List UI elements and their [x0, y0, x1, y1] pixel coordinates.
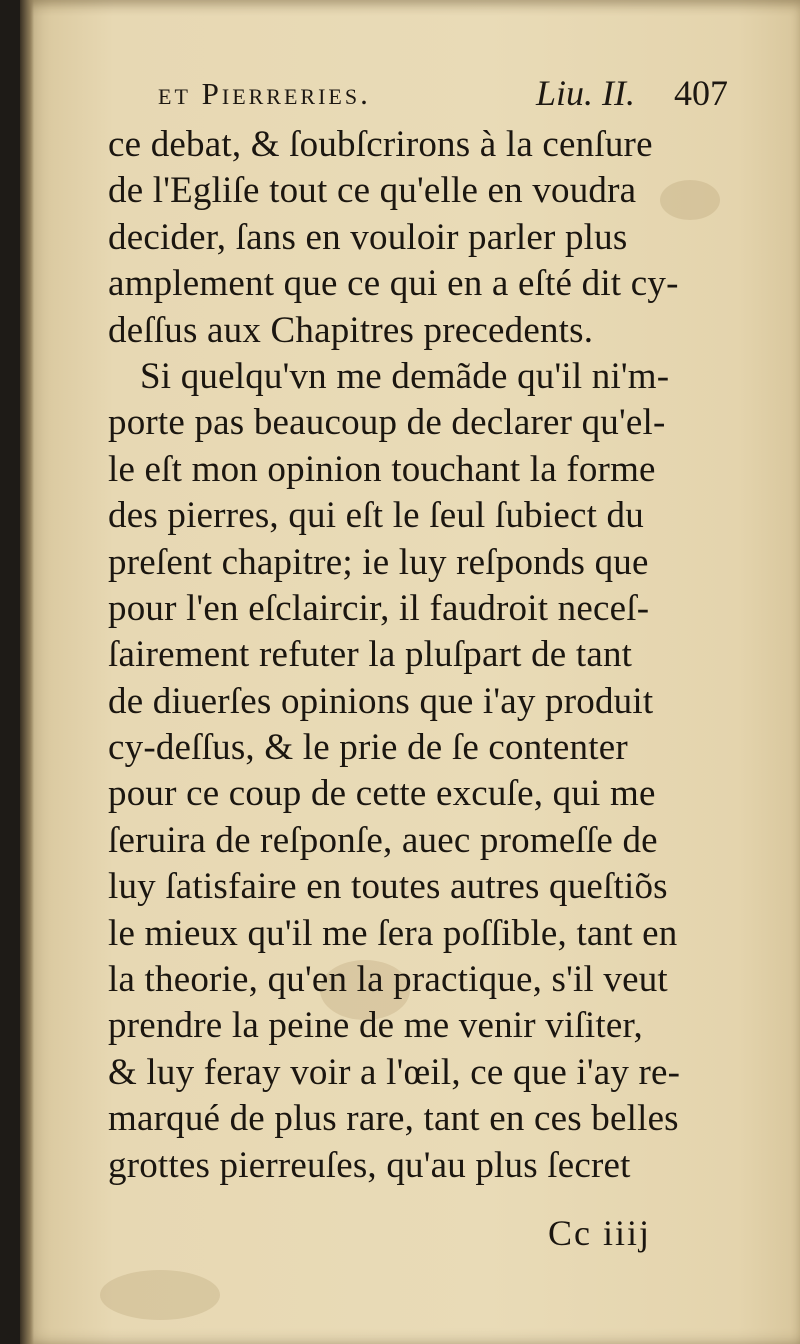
text-line: pour ce coup de cette excuſe, qui me [108, 773, 656, 815]
text-line: luy ſatisfaire en toutes autres queſtiõs [108, 866, 668, 908]
text-line: ſeruira de reſponſe, auec promeſſe de [108, 819, 658, 861]
page-gutter-shadow [20, 0, 34, 1344]
text-line: amplement que ce qui en a eſté dit cy- [108, 263, 679, 305]
text-line: de l'Egliſe tout ce qu'elle en voudra [108, 170, 637, 212]
text-line: le mieux qu'il me ſera poſſible, tant en [108, 912, 678, 954]
text-line: & luy feray voir a l'œil, ce que i'ay re- [108, 1051, 681, 1093]
paragraph-start-line: Si quelqu'vn me demãde qu'il ni'm- [140, 355, 670, 397]
running-header [158, 72, 758, 122]
text-line: la theorie, qu'en la practique, s'il veut [108, 959, 668, 1001]
text-line: preſent chapitre; ie luy reſponds que [108, 541, 649, 583]
text-line: deſſus aux Chapitres precedents. [108, 309, 594, 351]
text-line: de diuerſes opinions que i'ay produit [108, 680, 654, 722]
page-number: 407 [674, 73, 728, 113]
text-line: pour l'en eſclaircir, il faudroit neceſ- [108, 587, 650, 629]
text-line: grottes pierreuſes, qu'au plus ſecret [108, 1144, 631, 1186]
text-block [108, 122, 748, 1189]
text-line: marqué de plus rare, tant en ces belles [108, 1098, 679, 1140]
text-line: ſairement refuter la pluſpart de tant [108, 634, 633, 676]
text-line: des pierres, qui eſt le ſeul ſubiect du [108, 495, 644, 537]
text-line: cy-deſſus, & le prie de ſe contenter [108, 727, 628, 769]
book-reference: Liu. II. [536, 73, 635, 113]
text-line: prendre la peine de me venir viſiter, [108, 1005, 643, 1047]
text-line: decider, ſans en vouloir parler plus [108, 216, 628, 258]
text-line: ce debat, & ſoubſcrirons à la cenſure [108, 124, 653, 165]
paper-stain [100, 1270, 220, 1320]
text-line: porte pas beaucoup de declarer qu'el- [108, 402, 666, 444]
running-title: et Pierreries. [158, 76, 371, 111]
text-line: le eſt mon opinion touchant la forme [108, 448, 656, 490]
signature-mark: Cc iiij [548, 1213, 651, 1253]
